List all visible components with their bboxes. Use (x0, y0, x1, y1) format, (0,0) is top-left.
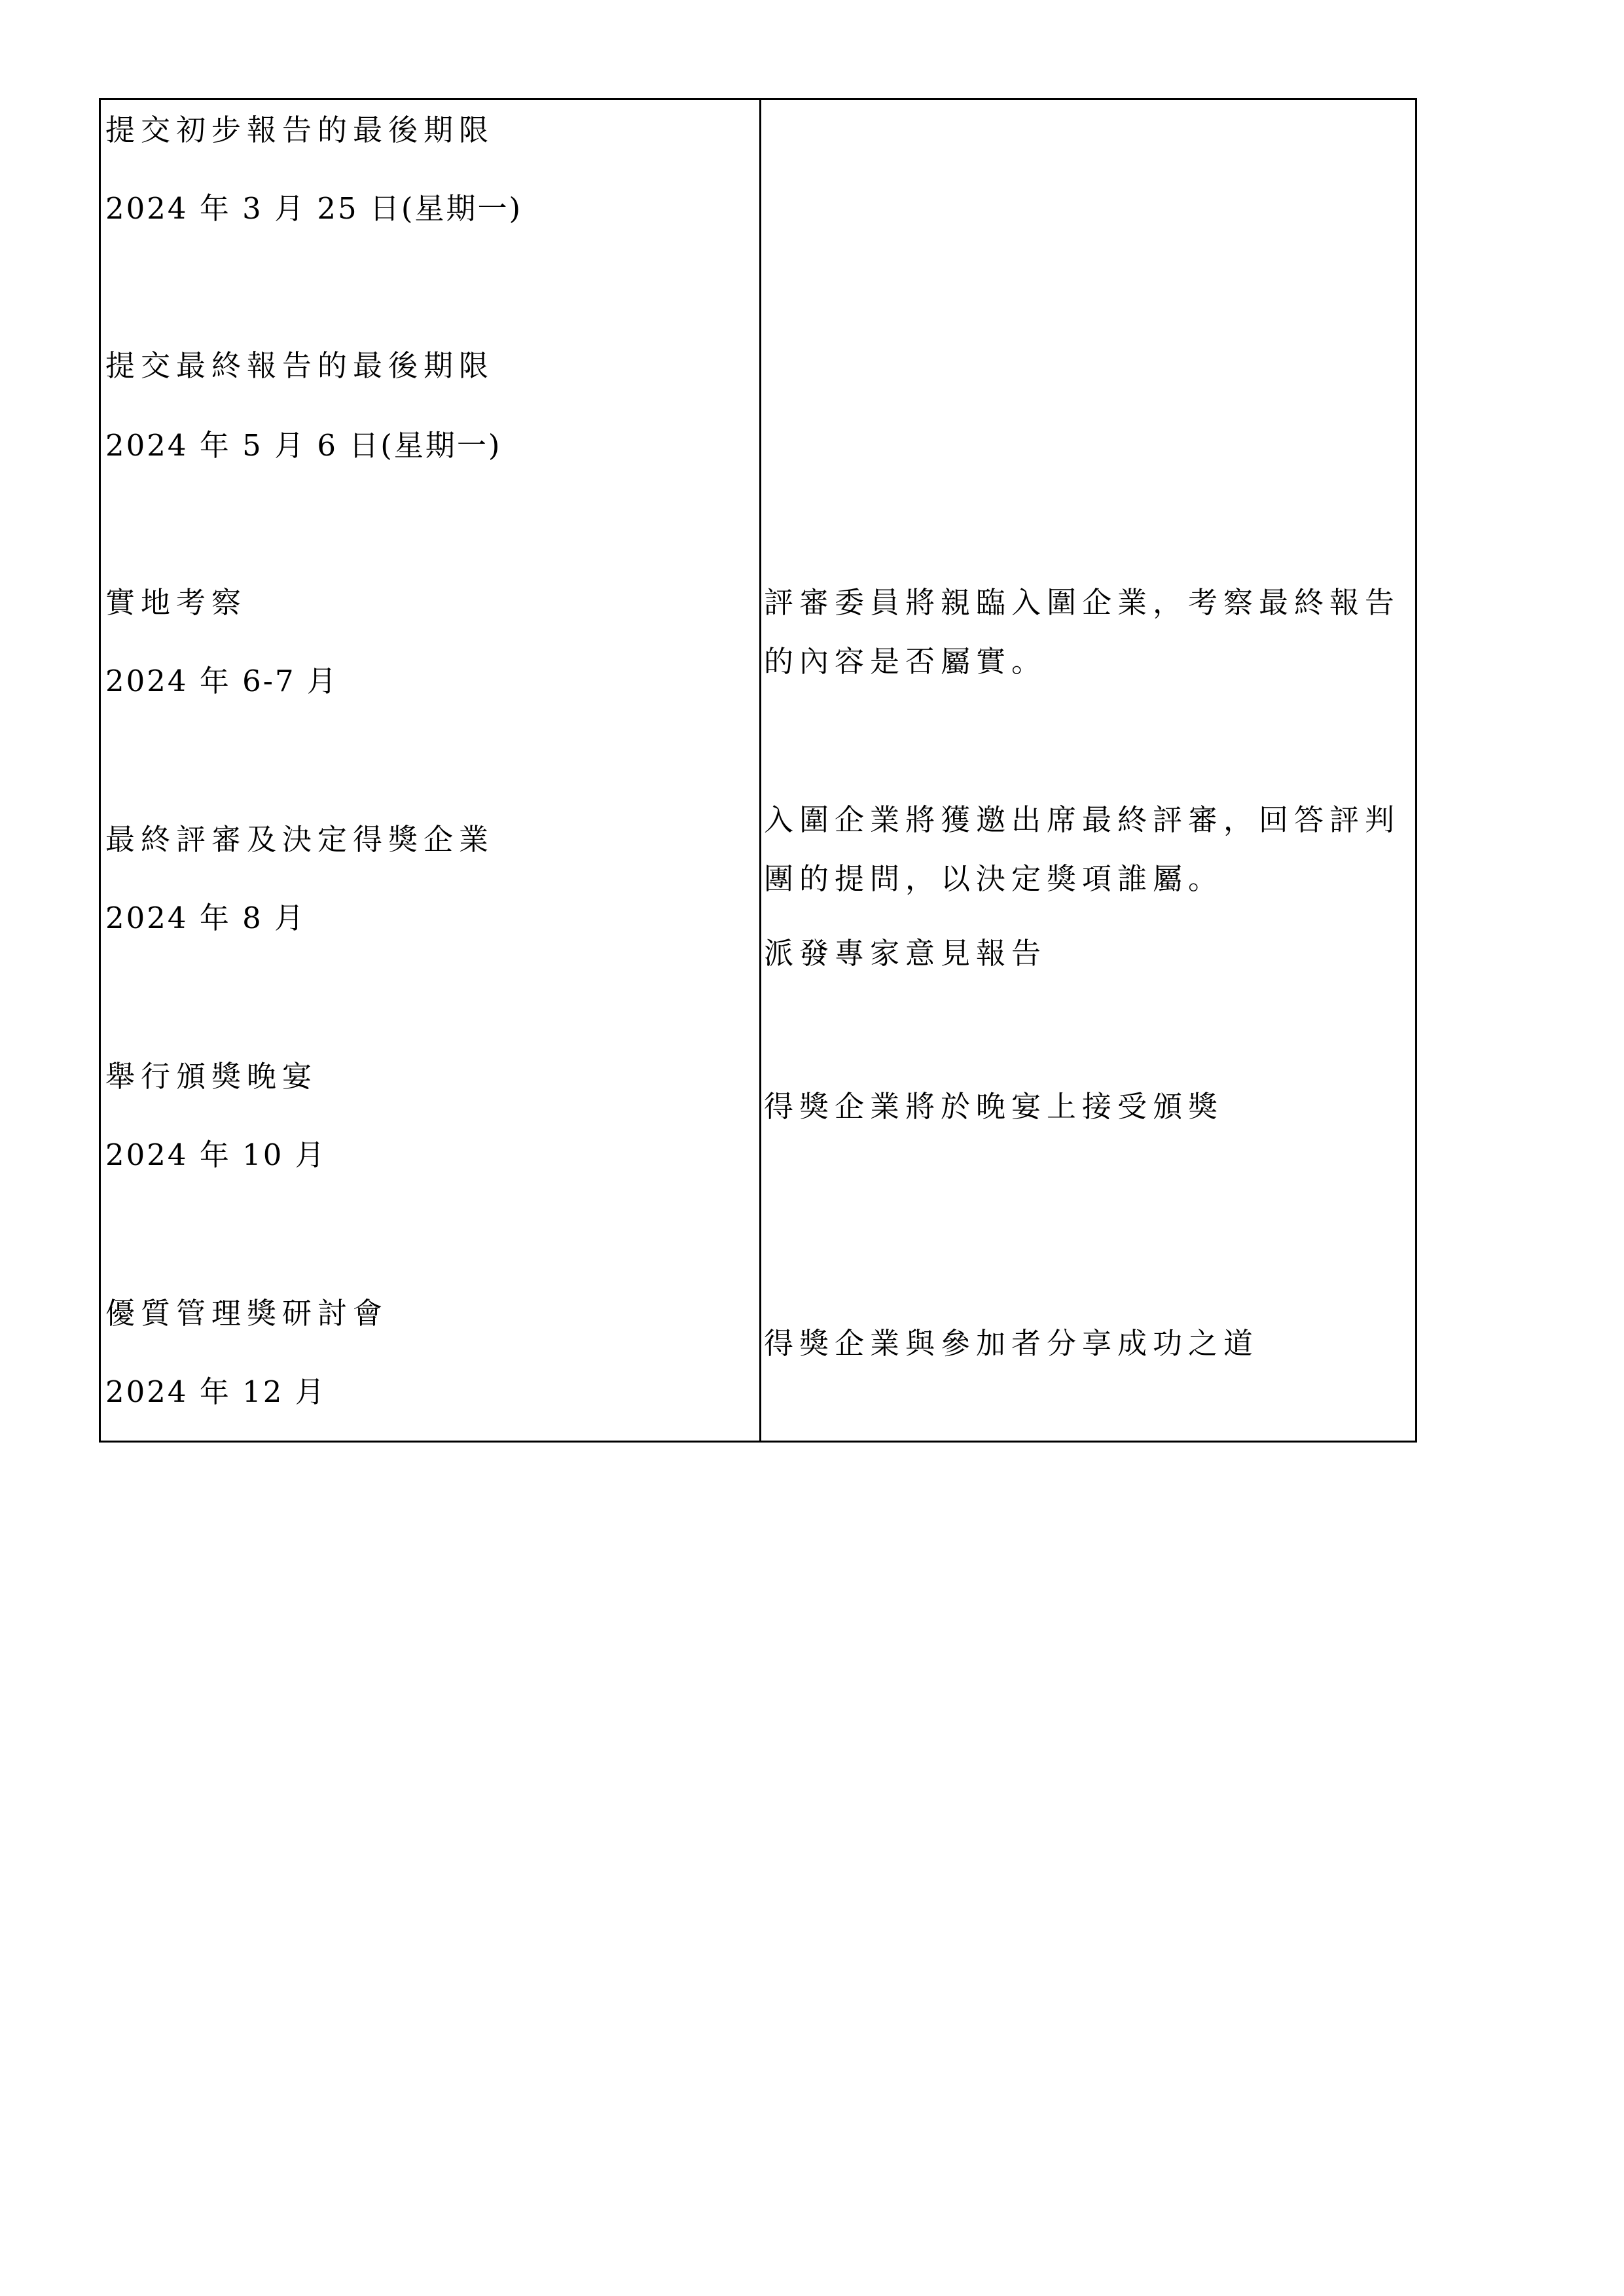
event-date-final-judging: 2024 年 8 月 (105, 901, 306, 935)
event-date-seminar: 2024 年 12 月 (105, 1374, 327, 1409)
event-detail-final-judging-line1: 入圍企業將獲邀出席最終評審，回答評判 (764, 802, 1401, 837)
event-detail-award-dinner: 得獎企業將於晚宴上接受頒獎 (764, 1089, 1224, 1124)
event-detail-site-visit-line1: 評審委員將親臨入圍企業，考察最終報告 (764, 585, 1401, 620)
event-detail-site-visit-line2: 的內容是否屬實。 (764, 644, 1047, 679)
event-title-preliminary-report: 提交初步報告的最後期限 (105, 113, 495, 147)
event-detail-seminar: 得獎企業與參加者分享成功之道 (764, 1326, 1259, 1361)
event-date-preliminary-report: 2024 年 3 月 25 日(星期一) (105, 191, 523, 226)
event-title-seminar: 優質管理獎研討會 (105, 1296, 389, 1331)
event-title-final-judging: 最終評審及決定得獎企業 (105, 822, 495, 857)
event-title-site-visit: 實地考察 (105, 585, 247, 620)
event-date-award-dinner: 2024 年 10 月 (105, 1138, 327, 1172)
column-divider (759, 100, 761, 1441)
event-detail-expert-report: 派發專家意見報告 (764, 936, 1047, 971)
event-detail-final-judging-line2: 團的提問，以決定獎項誰屬。 (764, 861, 1224, 896)
event-date-final-report: 2024 年 5 月 6 日(星期一) (105, 428, 502, 463)
event-title-final-report: 提交最終報告的最後期限 (105, 348, 495, 383)
event-date-site-visit: 2024 年 6-7 月 (105, 664, 338, 698)
event-title-award-dinner: 舉行頒獎晚宴 (105, 1059, 318, 1094)
schedule-table (99, 98, 1417, 1443)
